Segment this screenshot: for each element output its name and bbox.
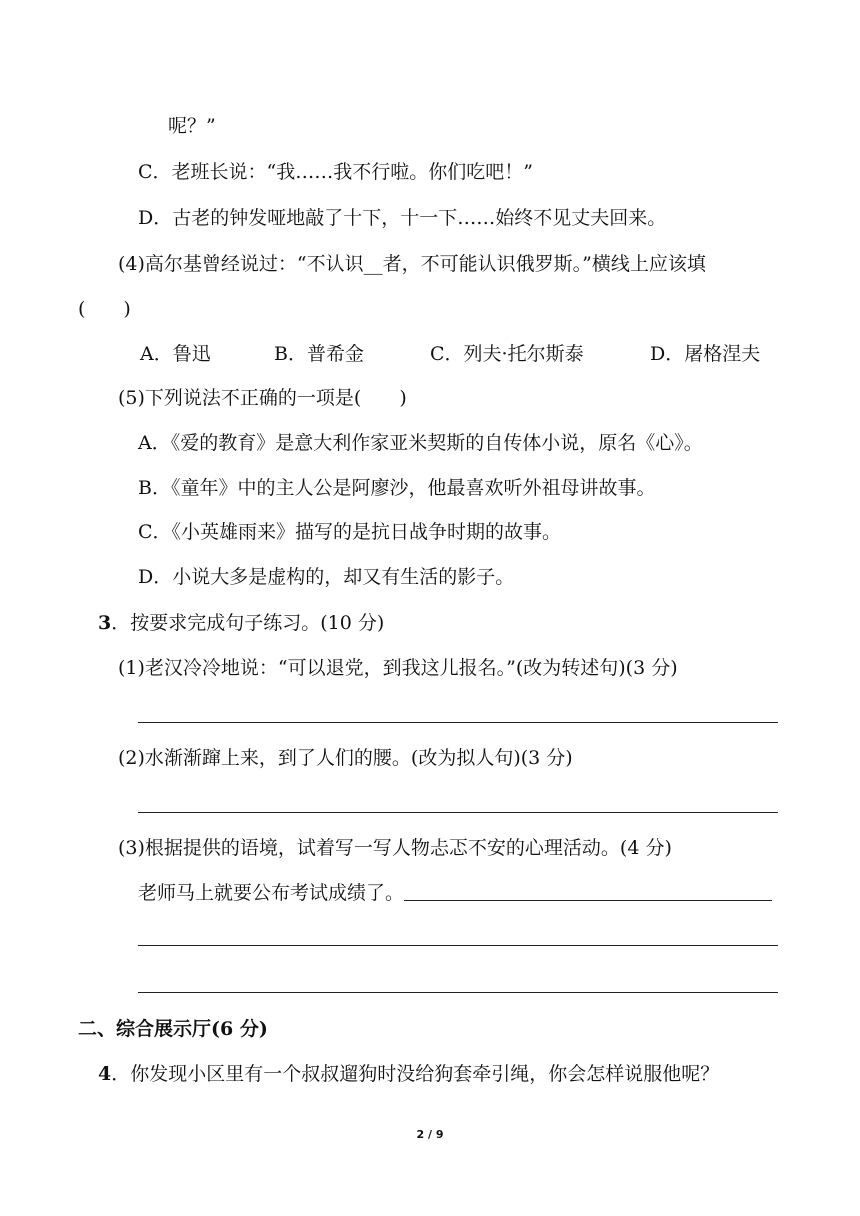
answer-line[interactable]	[138, 722, 778, 723]
option-d: D．屠格涅夫	[650, 343, 761, 365]
q3-number: 3	[98, 612, 112, 634]
q3-item3-context-row	[138, 881, 772, 905]
section-2-title: 二、综合展示厅(6 分)	[78, 1018, 268, 1040]
option-c: C．列夫·托尔斯泰	[430, 343, 584, 365]
q2-item3-option-d: D．古老的钟发哑地敲了十下，十一下……始终不见丈夫回来。	[138, 207, 667, 229]
q2-item4-options	[140, 342, 760, 366]
answer-line[interactable]	[138, 945, 778, 946]
q2-item5-stem: (5)下列说法不正确的一项是( )	[118, 387, 407, 409]
option-a: A．鲁迅	[140, 343, 211, 365]
q4-number: 4	[98, 1063, 112, 1085]
q2-item5-option-a: A．《爱的教育》是意大利作家亚米契斯的自传体小说，原名《心》。	[138, 432, 703, 454]
q2-item3-option-b-tail: 呢？”	[168, 115, 216, 137]
q4-stem: ．你发现小区里有一个叔叔遛狗时没给狗套牵引绳，你会怎样说服他呢？	[111, 1063, 720, 1085]
page-number: 2 / 9	[416, 1128, 444, 1141]
q3-item2: (2)水渐渐蹿上来，到了人们的腰。(改为拟人句)(3 分)	[118, 747, 573, 769]
q2-item4-stem: (4)高尔基曾经说过：“不认识__者，不可能认识俄罗斯。”横线上应该填	[118, 253, 706, 275]
q3-heading	[98, 611, 384, 635]
answer-line-inline[interactable]	[404, 882, 772, 901]
q2-item5-option-b: B．《童年》中的主人公是阿廖沙，他最喜欢听外祖母讲故事。	[138, 477, 656, 499]
q2-item4-answer-paren: ( )	[78, 298, 131, 320]
option-b: B．普希金	[274, 343, 364, 365]
q3-item3: (3)根据提供的语境，试着写一写人物忐忑不安的心理活动。(4 分)	[118, 837, 672, 859]
q2-item5-option-c: C．《小英雄雨来》描写的是抗日战争时期的故事。	[138, 521, 562, 543]
q3-item3-context: 老师马上就要公布考试成绩了。	[138, 882, 405, 904]
q3-item1: (1)老汉冷冷地说：“可以退党，到我这儿报名。”(改为转述句)(3 分)	[118, 657, 678, 679]
answer-line[interactable]	[138, 992, 778, 993]
q2-item3-option-c: C．老班长说：“我……我不行啦。你们吃吧！”	[138, 161, 533, 183]
q4-heading	[98, 1062, 719, 1086]
answer-line[interactable]	[138, 812, 778, 813]
q2-item5-option-d: D．小说大多是虚构的，却又有生活的影子。	[138, 566, 515, 588]
q3-stem: ．按要求完成句子练习。(10 分)	[111, 612, 385, 634]
